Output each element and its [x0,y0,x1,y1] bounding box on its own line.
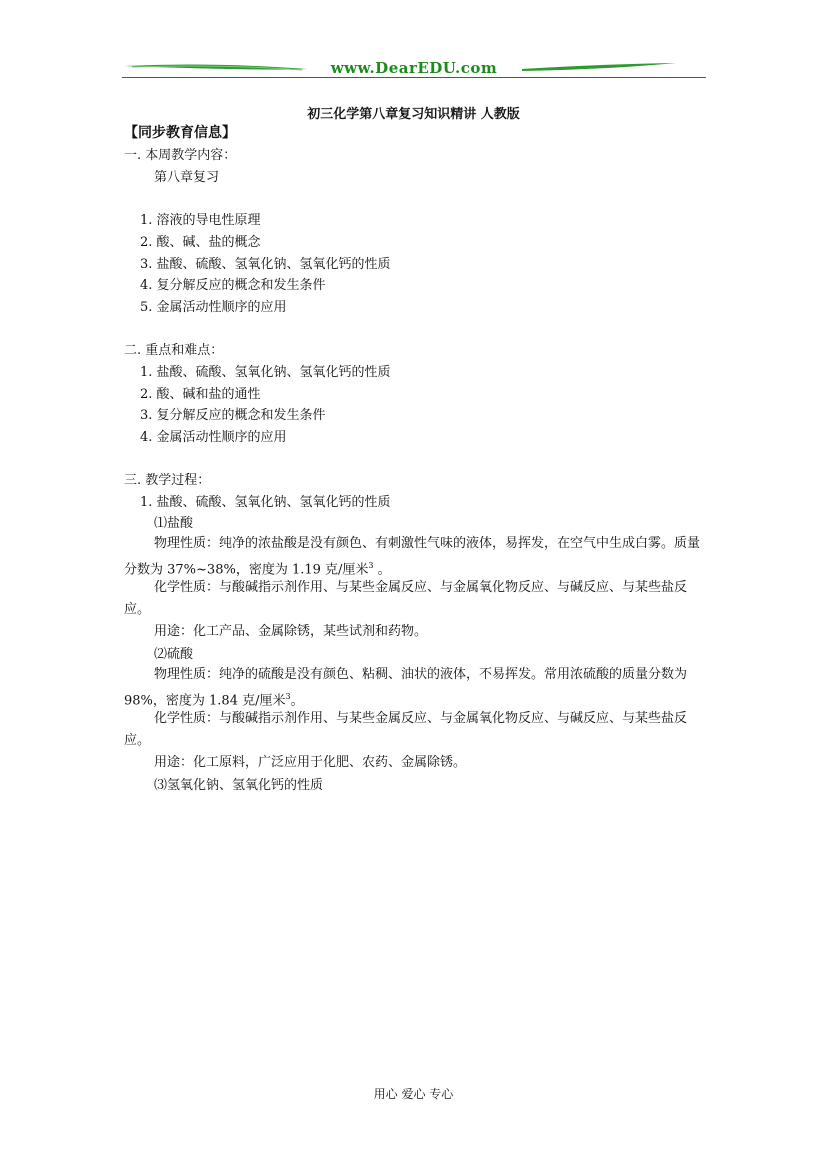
site-logo-text: www.DearEDU.com [330,59,498,77]
page-title: 初三化学第八章复习知识精讲 人教版 [307,107,520,122]
hcl-label: ⑴盐酸 [154,516,194,531]
section-heading: 【同步教育信息】 [124,125,236,141]
list-item: 2. 酸、碱、盐的概念 [140,235,261,250]
section1-sub: 第八章复习 [154,170,220,185]
h2so4-use: 用途：化工原料，广泛应用于化肥、农药、金属除锈。 [154,755,467,770]
site-header [122,58,706,82]
section1-label: 一. 本周教学内容： [124,148,237,163]
h2so4-physical: 物理性质：纯净的硫酸是没有颜色、粘稠、油状的液体，不易挥发。常用浓硫酸的质量分数为 98%，密度为 1.84 克/厘米$^3$。 [124,667,688,709]
list-item: 3. 复分解反应的概念和发生条件 [140,408,326,423]
hcl-use: 用途：化工产品、金属除锈，某些试剂和药物。 [154,624,428,639]
list-item: 5. 金属活动性顺序的应用 [140,300,287,315]
list-item: 4. 金属活动性顺序的应用 [140,430,287,445]
header-rule [122,77,706,78]
list-item: 1. 溶液的导电性原理 [140,213,261,228]
section3-label: 三. 教学过程： [124,473,211,488]
section2-label: 二. 重点和难点： [124,343,224,358]
list-item: 1. 盐酸、硫酸、氢氧化钠、氢氧化钙的性质 [140,365,391,380]
hcl-chemical: 化学性质：与酸碱指示剂作用、与某些金属反应、与金属氧化物反应、与碱反应、与某些盐反应。 [124,580,688,617]
list-item: 2. 酸、碱和盐的通性 [140,387,261,402]
list-item: 3. 盐酸、硫酸、氢氧化钠、氢氧化钙的性质 [140,257,391,272]
naoh-label: ⑶氢氧化钠、氢氧化钙的性质 [154,778,324,793]
hcl-physical: 物理性质：纯净的浓盐酸是没有颜色、有刺激性气味的液体，易挥发，在空气中生成白雾。质量分数为 37%~38%，密度为 1.19 克/厘米$^3$ 。 [124,536,701,578]
list-item: 4. 复分解反应的概念和发生条件 [140,278,326,293]
page-footer: 用心 爱心 专心 [373,1087,454,1101]
h2so4-label: ⑵硫酸 [154,647,194,662]
list-item: 1. 盐酸、硫酸、氢氧化钠、氢氧化钙的性质 [140,495,391,510]
h2so4-chemical: 化学性质：与酸碱指示剂作用、与某些金属反应、与金属氧化物反应、与碱反应、与某些盐反应。 [124,711,688,748]
